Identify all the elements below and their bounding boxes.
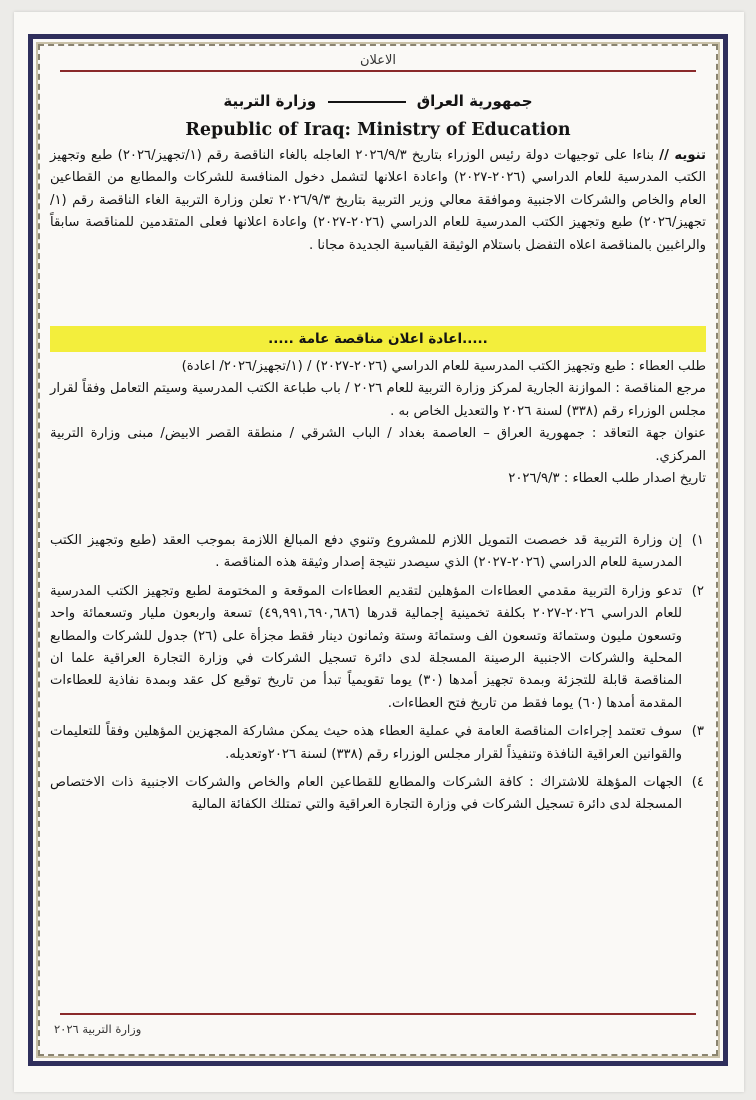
clause-item: [50, 581, 706, 715]
bottom-divider: [60, 1013, 696, 1015]
announcement-content: [50, 50, 706, 1050]
top-divider: [60, 70, 696, 72]
clause-text: إن وزارة التربية قد خصصت التمويل اللازم للمشروع وتنوي دفع المبالغ اللازمة بموجب العقد (طبع وتجهيز الكتب المدرسية للعام الدراسي (٢٠٢٦-٢٠٢٧) الذي سيصدر نتيجة إصدار وثيقة هذه المناقصة .: [50, 533, 682, 571]
tender-details: [50, 356, 706, 490]
clause-number: ٣): [691, 724, 704, 740]
notice-text: بناءا على توجيهات دولة رئيس الوزراء بتاريخ ٢٠٢٦/٩/٣ العاجله بالغاء الناقصة رقم (١/تجهيز/٢٠٢٦) طبع وتجهيز الكتب المدرسية للعام الدراسي (٢٠٢٦-٢٠٢٧) واعادة اعلانها لتشمل دخول المنافسة للشركات والمطابع من القطاعين العام والخاص والشركات الاجنبية وموافقة معالي وزير التربية بتاريخ ٢٠٢٦/٩/٣ تعلن وزارة التربية الغاء الناقصة رقم (١/تجهيز/٢٠٢٦) طبع وتجهيز الكتب المدرسية للعام الدراسي (٢٠٢٦-٢٠٢٧) واعادة اعلانها فعلى المتقدمين للمناقصة سابقاً والراغبين بالمناقصة اعلاه التفضل باستلام الوثيقة القياسية الجديدة مجانا .: [50, 148, 706, 253]
ministry-name: وزارة التربية: [223, 92, 317, 110]
contracting-address: عنوان جهة التعاقد : جمهورية العراق – العاصمة بغداد / الباب الشرقي / منطقة القصر الابيض/ مبنى وزارة التربية المركزي.: [50, 426, 706, 464]
issue-date: تاريخ اصدار طلب العطاء : ٢٠٢٦/٩/٣: [508, 471, 706, 487]
clause-text: سوف تعتمد إجراءات المناقصة العامة في عملية العطاء هذه حيث يمكن مشاركة المجهزين المؤهلين وفقاً للتعليمات والقوانين العراقية النافذة وتنفيذاً لقرار مجلس الوزراء رقم (٣٣٨) لسنة ٢٠٢٦وتعديله.: [50, 724, 682, 762]
numbered-clauses: [50, 530, 706, 823]
tender-request: طلب العطاء : طبع وتجهيز الكتب المدرسية للعام الدراسي (٢٠٢٦-٢٠٢٧) / (١/تجهيز/٢٠٢٦/ اعادة): [181, 359, 706, 374]
clause-item: [50, 721, 706, 766]
clause-text: الجهات المؤهلة للاشتراك : كافة الشركات والمطابع للقطاعين العام والخاص والشركات الاجنبية ذات الاختصاص المسجلة لدى دائرة تسجيل الشركات في وزارة التجارة العراقية والتي تمتلك الكفائة المالية: [50, 775, 682, 813]
clause-number: ٤): [691, 775, 704, 791]
english-header: Republic of Iraq: Ministry of Education: [185, 120, 571, 140]
clause-number: ١): [691, 533, 704, 548]
footer-note: وزارة التربية ٢٠٢٦: [54, 1022, 142, 1036]
rebid-banner: .....اعادة اعلان مناقصة عامة .....: [50, 326, 706, 352]
country-name: جمهورية العراق: [416, 92, 533, 110]
clause-item: [50, 530, 706, 575]
header-dash: [328, 101, 406, 103]
notice-lead: تنويه //: [659, 148, 706, 163]
clause-number: ٢): [691, 583, 704, 599]
clause-item: [50, 772, 706, 817]
arabic-header: [50, 90, 706, 112]
announcement-tag: الاعلان: [359, 53, 397, 68]
tender-reference: مرجع المناقصة : الموازنة الجارية لمركز وزارة التربية للعام ٢٠٢٦ / باب طباعة الكتب المدرسية وسيتم التعامل وفقاً لقرار مجلس الوزراء رقم (٣٣٨) لسنة ٢٠٢٦ والتعديل الخاص به .: [50, 381, 706, 419]
notice-paragraph: [50, 145, 706, 257]
clause-text: تدعو وزارة التربية مقدمي العطاءات المؤهلين لتقديم العطاءات الموقعة و المختومة لطبع وتجهيز الكتب المدرسية للعام الدراسي ٢٠٢٦-٢٠٢٧ بكلفة تخمينية إجمالية قدرها (٤٩,٩٩١,٦٩٠,٦٨٦) تسعة واربعون مليار وتسعمائة واحد وتسعون مليون وستمائة وتسعون الف وستمائة وستة وثمانون دينار فقط مجزأة على (٢٦) جدول للشركات والمطابع المحلية والشركات الاجنبية الرصينة المسجلة لدى دائرة تسجيل الشركات في وزارة التجارة العراقية علما ان المناقصة قابلة للتجزئة وبمدة تجهيز أمدها (٣٠) يوما تقويمياً تبدأ من تاريخ توقيع كل عقد وبمدة نفاذية للعطاءات المقدمة أمدها (٦٠) يوما فقط من تاريخ فتح العطاءات.: [50, 583, 683, 711]
